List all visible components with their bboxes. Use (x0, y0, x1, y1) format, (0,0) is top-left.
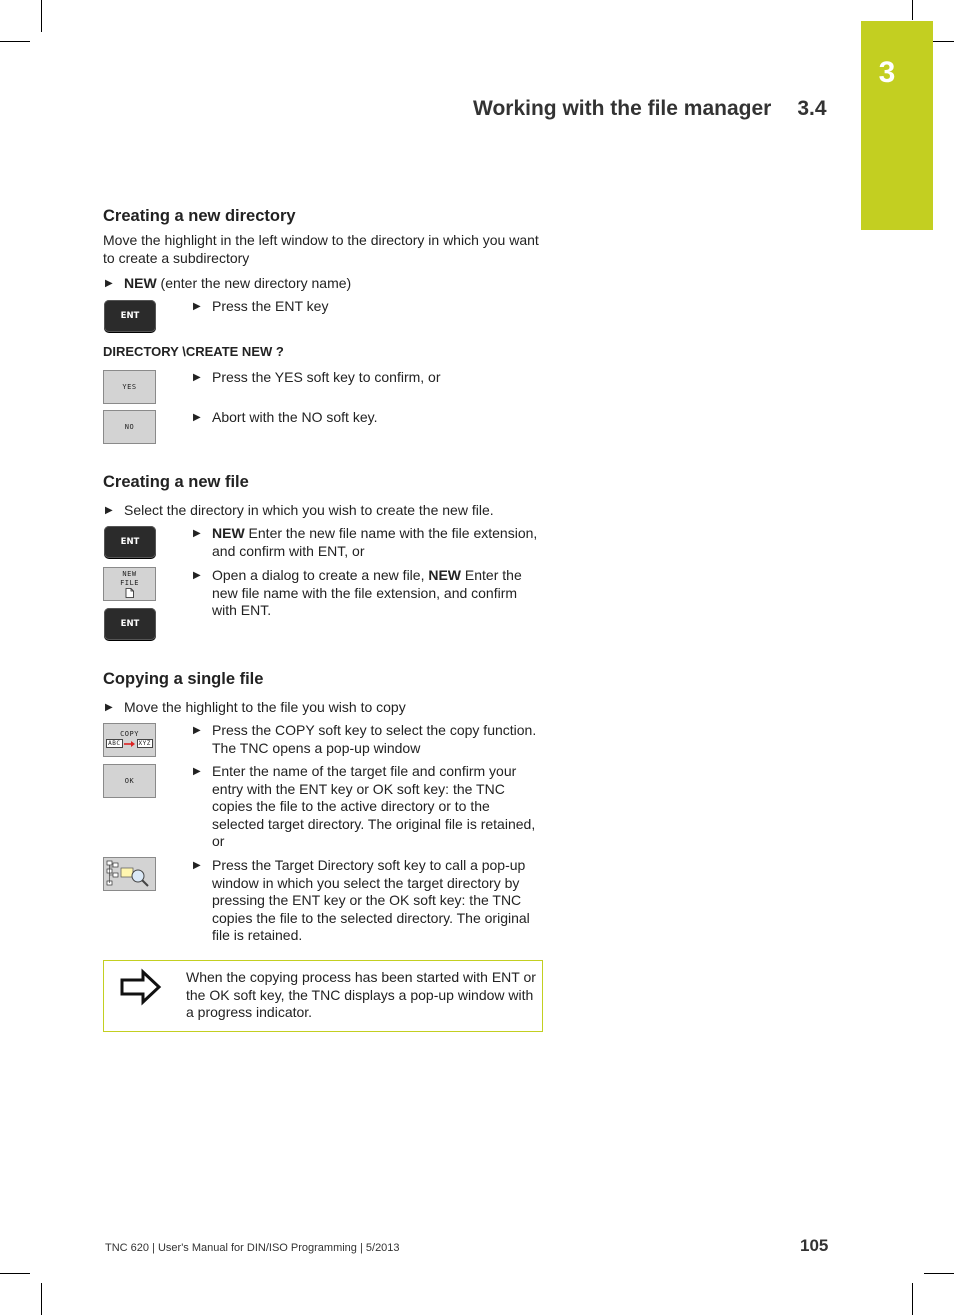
paragraph-directory-intro: Move the highlight in the left window to the directory in which you want to create a subdirectory (103, 232, 539, 266)
step-text: Press the Target Directory soft key to call a pop-up window in which you select the target directory by pressing the ENT key or the OK soft key: the TNC copies the file to the selected directory. The original file is retained. (212, 857, 530, 944)
step-text: Press the ENT key (212, 298, 329, 314)
target-directory-softkey[interactable] (103, 857, 156, 891)
step-enter-target (193, 763, 542, 851)
new-file-softkey[interactable] (103, 567, 156, 601)
chapter-tab (861, 21, 933, 230)
new-file-softkey-label: FILE (120, 579, 139, 587)
step-move-highlight (105, 699, 544, 717)
step-text: Enter the new file name with the file extension, and confirm with ENT, or (212, 525, 538, 559)
step-new-filename (193, 525, 542, 560)
copy-source-label: ABC (108, 740, 121, 747)
bullet-arrow-icon: ▶ (193, 570, 201, 581)
ent-key-label: ENT (120, 619, 140, 629)
ent-key[interactable] (104, 300, 156, 332)
step-text: Move the highlight to the file you wish to copy (124, 699, 406, 715)
crop-mark (924, 1273, 954, 1274)
ent-key-label: ENT (120, 311, 140, 321)
crop-mark (0, 1273, 30, 1274)
running-head (473, 97, 827, 121)
keyword-new: NEW (212, 525, 245, 541)
bullet-arrow-icon: ▶ (193, 766, 201, 777)
bullet-arrow-icon: ▶ (193, 860, 201, 871)
step-text: Open a dialog to create a new file, (212, 567, 429, 583)
bullet-arrow-icon: ▶ (193, 301, 201, 312)
step-text: Enter the name of the target file and confirm your entry with the ENT key or OK soft key: the TNC copies the file to the active directory or to the selected target directory. The original file is retained, or (212, 763, 536, 850)
heading-copy-file: Copying a single file (103, 670, 264, 688)
keyword-new: NEW (428, 567, 462, 583)
bullet-arrow-icon: ▶ (193, 725, 201, 736)
footer-text: TNC 620 | User's Manual for DIN/ISO Programming | 5/2013 (105, 1242, 400, 1254)
ent-key[interactable] (104, 526, 156, 558)
step-text: Select the directory in which you wish to create the new file. (124, 502, 494, 518)
step-text: (enter the new directory name) (156, 275, 352, 291)
step-new-directory (105, 275, 544, 293)
page-number: 105 (800, 1236, 829, 1255)
bullet-arrow-icon: ▶ (105, 278, 113, 289)
no-softkey-label: NO (124, 423, 135, 431)
ok-softkey-label: OK (124, 777, 135, 785)
crop-mark (0, 41, 30, 42)
yes-softkey[interactable] (103, 370, 156, 404)
copy-icon (106, 739, 153, 748)
step-select-directory (105, 502, 544, 520)
heading-new-directory: Creating a new directory (103, 207, 296, 225)
step-text: Enter the new file name with the file extension, and confirm with ENT. (212, 567, 522, 619)
arrow-right-icon (124, 740, 136, 748)
yes-softkey-label: YES (122, 383, 137, 391)
step-press-yes (193, 369, 542, 387)
bullet-arrow-icon: ▶ (105, 702, 113, 713)
copy-softkey[interactable] (103, 723, 156, 757)
step-press-ent (193, 298, 542, 316)
step-text: Press the YES soft key to confirm, or (212, 369, 441, 385)
keyword-new: NEW (124, 275, 157, 291)
folder-tree-icon (105, 859, 155, 889)
step-target-directory (193, 857, 544, 945)
heading-new-file: Creating a new file (103, 473, 249, 491)
bullet-arrow-icon: ▶ (193, 372, 201, 383)
step-press-copy (193, 722, 542, 757)
step-text: Abort with the NO soft key. (212, 409, 378, 425)
document-icon (125, 588, 134, 598)
bullet-arrow-icon: ▶ (193, 412, 201, 423)
ok-softkey[interactable] (103, 764, 156, 798)
crop-mark (912, 1283, 913, 1315)
note-arrow-icon (119, 968, 163, 1006)
no-softkey[interactable] (103, 410, 156, 444)
running-head-section: 3.4 (797, 97, 827, 120)
bullet-arrow-icon: ▶ (105, 505, 113, 516)
dialog-prompt: DIRECTORY \CREATE NEW ? (103, 344, 284, 359)
copy-softkey-label: COPY (120, 730, 139, 738)
step-text: Press the COPY soft key to select the copy function. The TNC opens a pop-up window (212, 722, 537, 756)
ent-key-label: ENT (120, 537, 140, 547)
note-text: When the copying process has been started with ENT or the OK soft key, the TNC displays a pop-up window with a progress indicator. (186, 969, 536, 1021)
crop-mark (41, 1283, 42, 1315)
copy-target-label: XYZ (138, 740, 151, 747)
chapter-number: 3 (878, 56, 896, 89)
step-open-dialog (193, 567, 542, 620)
crop-mark (912, 0, 913, 20)
step-press-no (193, 409, 542, 427)
running-head-title: Working with the file manager (473, 97, 772, 120)
new-file-softkey-label: NEW (122, 570, 137, 578)
bullet-arrow-icon: ▶ (193, 528, 201, 539)
crop-mark (41, 0, 42, 32)
ent-key[interactable] (104, 608, 156, 640)
